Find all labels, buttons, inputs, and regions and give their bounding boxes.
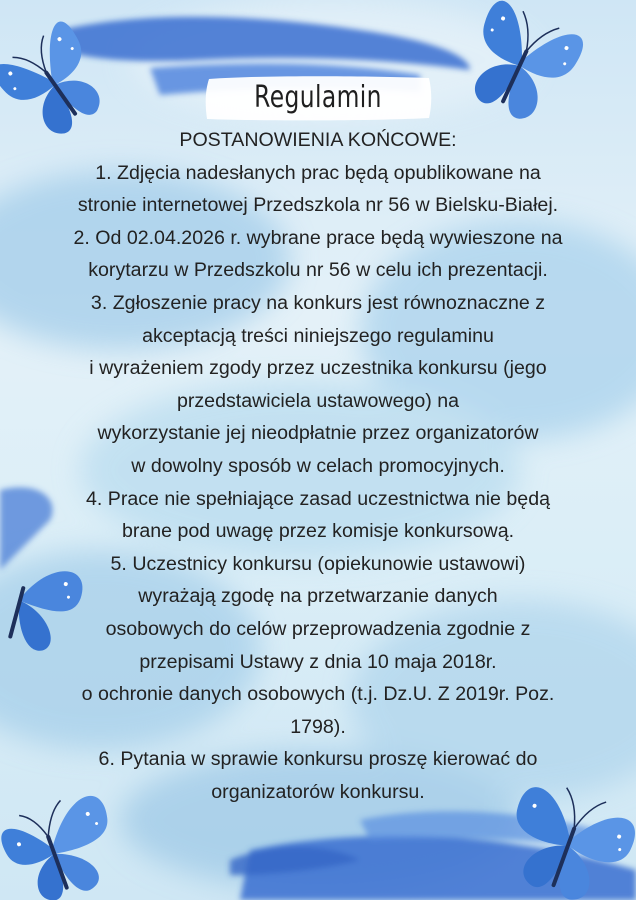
text-line: 1798). [290,715,346,738]
text-line: 6. Pytania w sprawie konkursu proszę kierować do [98,748,538,771]
page-title: Regulamin [254,80,382,115]
text-line: 2. Od 02.04.2026 r. wybrane prace będą wywieszone na [73,226,563,249]
text-line: 1. Zdjęcia nadesłanych prac będą opublikowane na [95,161,541,184]
text-line: 4. Prace nie spełniające zasad uczestnictwa nie będą [85,487,550,510]
text-line: brane pod uwagę przez komisje konkursową. [121,520,515,543]
butterfly-icon [450,0,590,130]
text-line: 5. Uczestnicy konkursu (opiekunowie ustawowi) [110,552,526,575]
text-line: 3. Zgłoszenie pracy na konkurs jest równoznaczne z [90,291,546,314]
text-line: korytarzu w Przedszkolu nr 56 w celu ich prezentacji. [88,259,548,282]
text-line: przepisami Ustawy z dnia 10 maja 2018r. [139,650,497,673]
text-line: i wyrażeniem zgody przez uczestnika konkursu (jego [89,357,547,380]
section-heading: POSTANOWIENIA KOŃCOWE: [179,129,457,151]
text-line: przedstawiciela ustawowego) na [176,389,460,412]
text-line: o ochronie danych osobowych (t.j. Dz.U. Z 2019r. Poz. [81,683,555,706]
text-line: akceptacją treści niniejszego regulaminu [142,324,494,347]
text-line: osobowych do celów przeprowadzenia zgodnie z [105,617,531,640]
text-line: wykorzystanie jej nieodpłatnie przez organizatorów [97,422,539,445]
text-line: organizatorów konkursu. [211,780,425,803]
text-line: wyrażają zgodę na przetwarzanie danych [138,585,498,608]
text-line: w dowolny sposób w celach promocyjnych. [131,454,505,477]
text-line: stronie internetowej Przedszkola nr 56 w Bielsku-Białej. [77,194,559,217]
regulation-text [10,124,626,808]
